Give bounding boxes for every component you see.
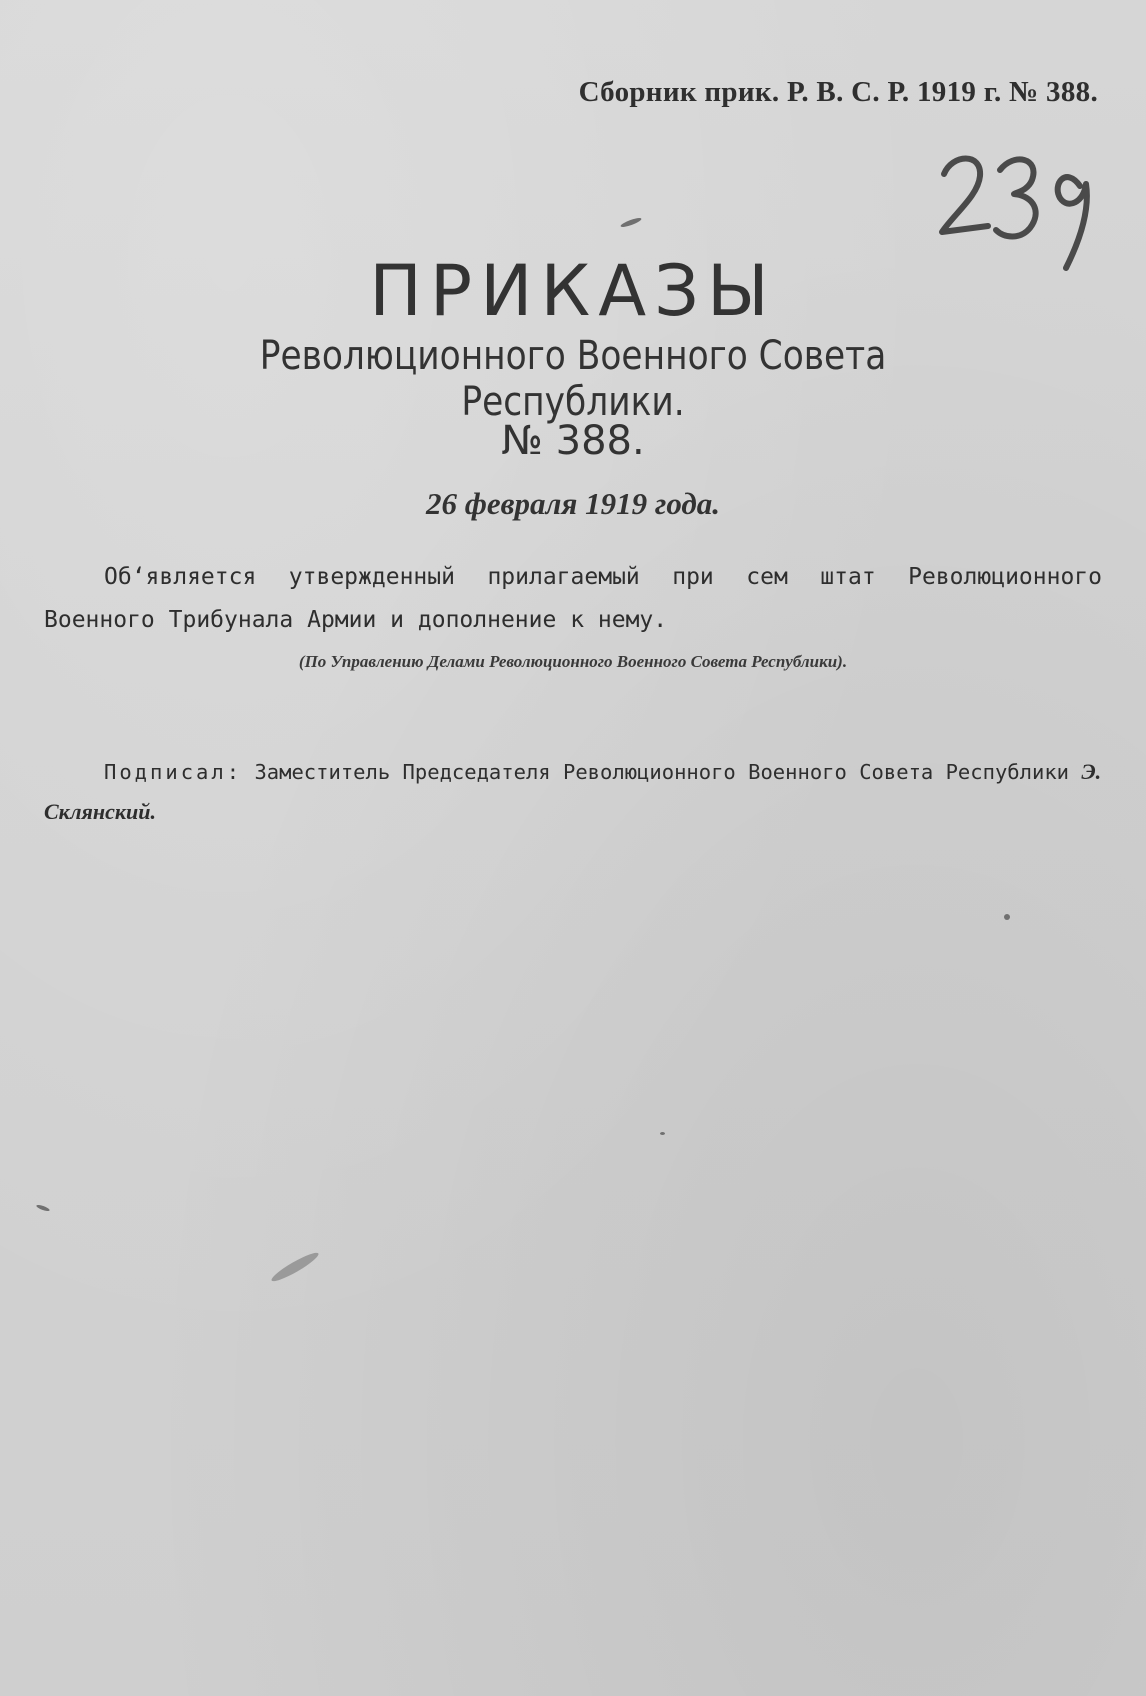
signature-block (44, 752, 1102, 832)
order-number: № 388. (501, 418, 645, 464)
document-subtitle: Революционного Военного Совета Республики. (259, 333, 887, 425)
document-title: ПРИКАЗЫ (369, 250, 777, 332)
paper-speck (620, 216, 642, 228)
signatory-name: Э. Склянский. (44, 759, 1102, 824)
signatory-title: Заместитель Председателя Революционного Военного Совета Республики (254, 760, 1070, 784)
paper-speck (660, 1132, 665, 1135)
order-date: 26 февраля 1919 года. (425, 486, 721, 521)
signature-label: Подписал: (104, 760, 243, 784)
order-body-text: Об‘являетcя утвержденный прилагаемый при сем штат Революционного Военного Трибунала Армии и дополнение к нему. (44, 564, 1102, 633)
department-note: (По Управлению Делами Революционного Военного Совета Республики). (298, 652, 848, 671)
paper-speck (36, 1204, 51, 1213)
paper-speck (1004, 914, 1010, 920)
collection-reference: Сборник прик. Р. В. С. Р. 1919 г. № 388. (578, 76, 1098, 108)
paper-speck (269, 1249, 321, 1285)
